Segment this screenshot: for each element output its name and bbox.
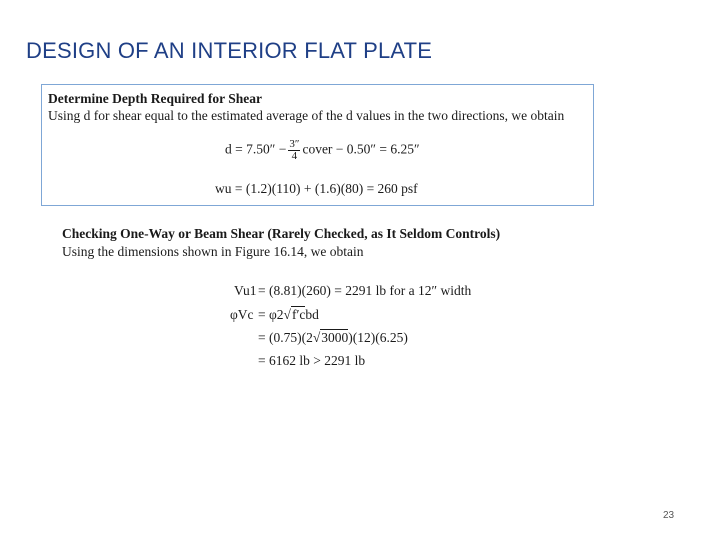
sqrt-3000: 3000 (321, 330, 349, 345)
eq1-left: d = 7.50″ − (225, 141, 287, 157)
cover-fraction-numerator: 3″ (289, 138, 300, 150)
sqrt-symbol: √ (283, 307, 291, 322)
phi-vc-result: = 6162 lb > 2291 lb (258, 353, 366, 368)
vu1-rhs: = (8.81)(260) = 2291 lb for a 12″ width (258, 283, 472, 298)
phi-vc-substitution (258, 330, 408, 346)
vu1-lhs: Vu1 (234, 283, 257, 298)
eq1-right: cover − 0.50″ = 6.25″ (302, 141, 420, 157)
phi-vc-rhs-a: = φ2 (258, 307, 284, 322)
line3-b: )(12)(6.25) (348, 330, 408, 345)
shear-depth-box (41, 84, 594, 206)
phi-vc-rhs (258, 307, 319, 323)
cover-fraction-denominator: 4 (288, 150, 300, 162)
cover-fraction (288, 139, 300, 162)
one-way-shear-heading: Checking One-Way or Beam Shear (Rarely Checked, as It Seldom Controls) (62, 226, 501, 241)
shear-depth-heading: Determine Depth Required for Shear (48, 91, 262, 106)
shear-depth-intro: Using d for shear equal to the estimated average of the d values in the two directions, we obtain (48, 108, 565, 123)
sqrt-symbol-2: √ (312, 330, 321, 345)
sqrt-fc: f′c (291, 307, 306, 322)
phi-vc-rhs-b: bd (305, 307, 319, 322)
phi-vc-lhs: φVc (230, 307, 254, 322)
line3-a: = (0.75)(2 (258, 330, 313, 345)
slide-title: DESIGN OF AN INTERIOR FLAT PLATE (26, 38, 433, 63)
page-number: 23 (663, 510, 675, 521)
effective-depth-equation (225, 139, 420, 162)
one-way-shear-intro: Using the dimensions shown in Figure 16.14, we obtain (62, 244, 364, 259)
factored-load-equation: wu = (1.2)(110) + (1.6)(80) = 260 psf (215, 181, 418, 196)
